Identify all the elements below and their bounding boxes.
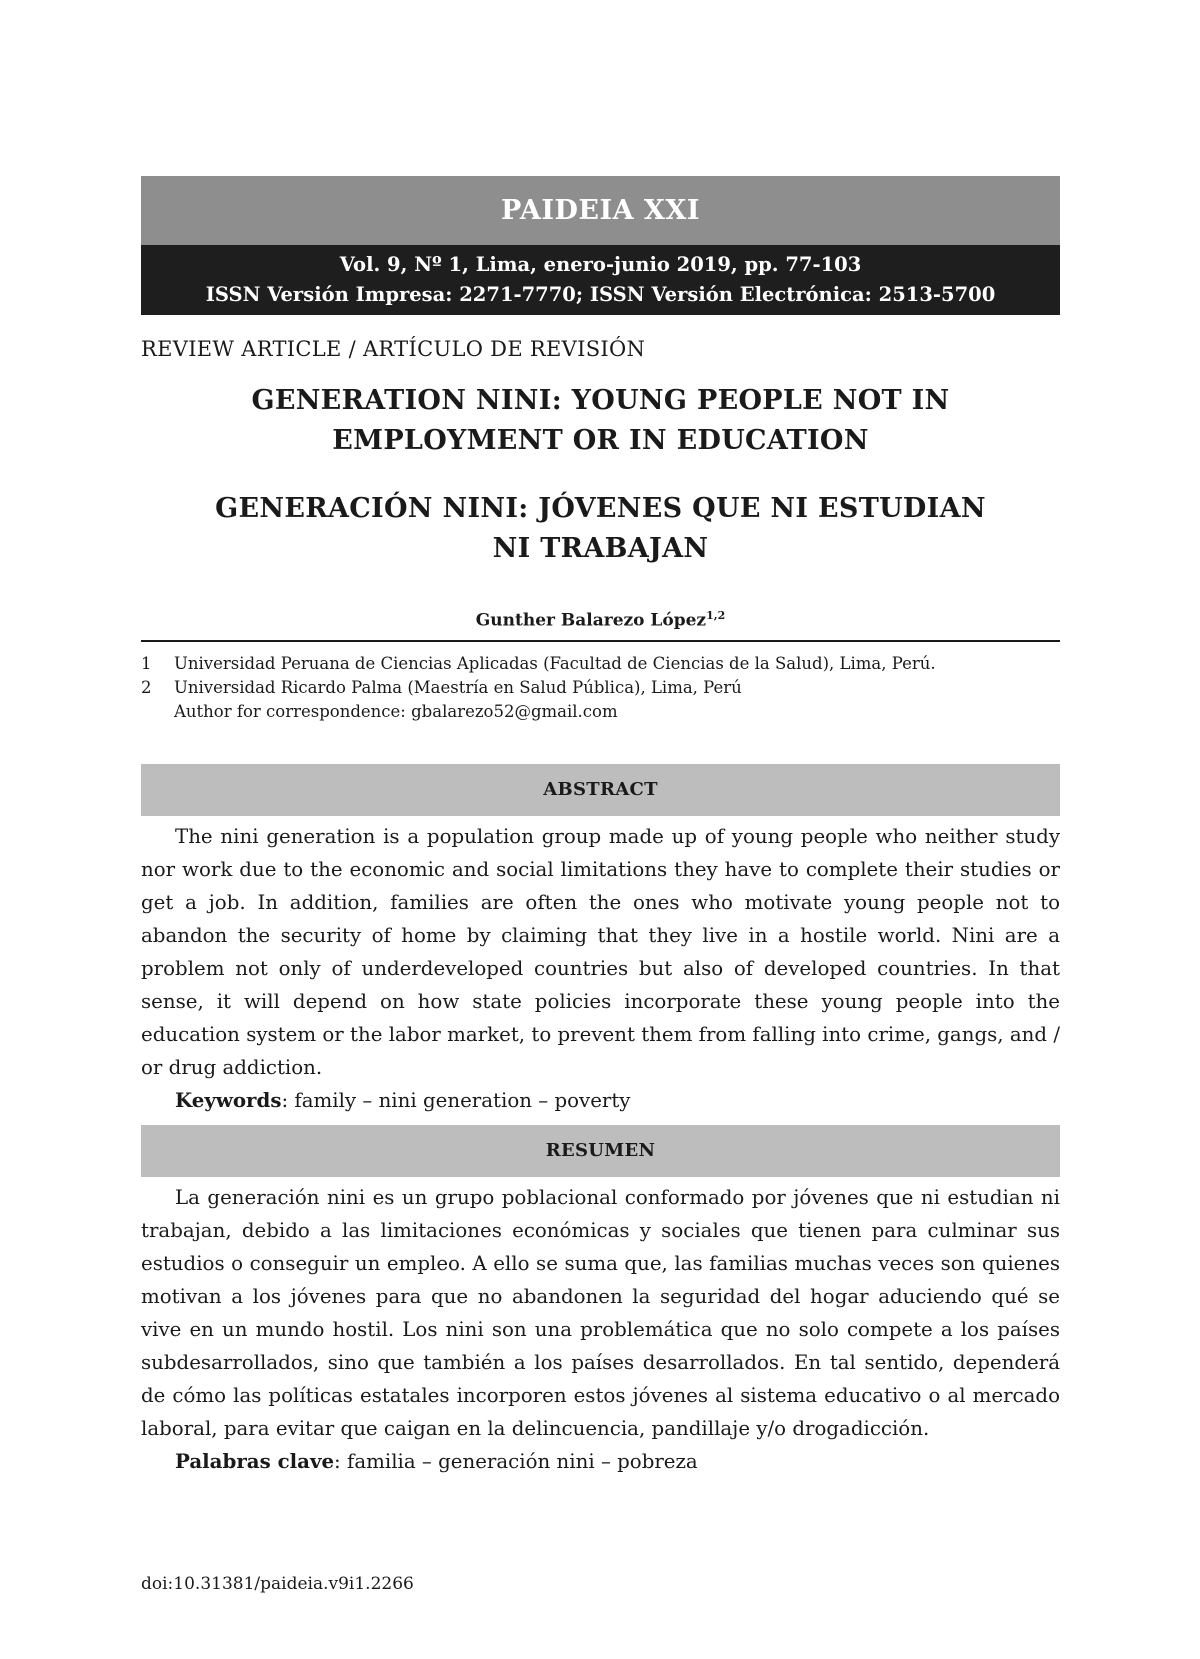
abstract-heading-label: ABSTRACT (543, 779, 658, 801)
issue-info: Vol. 9, Nº 1, Lima, enero-junio 2019, pp. 77-103 (339, 253, 862, 276)
resumen-heading (141, 1125, 1060, 1177)
author-divider (141, 640, 1060, 642)
resumen-keywords (141, 1445, 1060, 1478)
title-english-line-2: EMPLOYMENT OR IN EDUCATION (332, 425, 869, 456)
affiliation-text: Universidad Ricardo Palma (Maestría en Salud Pública), Lima, Perú (174, 677, 742, 697)
resumen-heading-label: RESUMEN (545, 1140, 656, 1162)
keywords-label: Keywords (175, 1087, 282, 1112)
resumen-text: La generación nini es un grupo poblacional conformado por jóvenes que ni estudian ni trabajan, debido a las limitaciones económicas y sociales que tienen para culminar sus estudios o conseguir un empleo. A ello se suma que, las familias muchas veces son quienes motivan a los jóvenes para que no abandonen la seguridad del hogar aduciendo qué se vive en un mundo hostil. Los nini son una problemática que no solo compete a los países subdesarrollados, sino que también a los países desarrollados. En tal sentido, dependerá de cómo las políticas estatales incorporen estos jóvenes al sistema educativo o al mercado laboral, para evitar que caigan en la delincuencia, pandillaje y/o drogadicción. (141, 1185, 1060, 1440)
title-spanish (141, 489, 1060, 569)
affiliations (141, 652, 1060, 724)
affiliation-text: Universidad Peruana de Ciencias Aplicadas (Facultad de Ciencias de la Salud), Lima, Perú. (174, 653, 936, 673)
article-page (141, 176, 1060, 1478)
title-english-line-1: GENERATION NINI: YOUNG PEOPLE NOT IN (251, 385, 950, 416)
palabras-clave-list: : familia – generación nini – pobreza (334, 1449, 698, 1473)
author-name: Gunther Balarezo López (475, 610, 707, 631)
affiliation-item (141, 676, 1060, 700)
article-type: REVIEW ARTICLE / ARTÍCULO DE REVISIÓN (141, 337, 646, 361)
abstract-heading (141, 764, 1060, 816)
doi[interactable]: doi:10.31381/paideia.v9i1.2266 (141, 1574, 414, 1594)
palabras-clave-label: Palabras clave (175, 1448, 335, 1473)
issue-banner (141, 245, 1060, 315)
author-affiliation-refs: 1,2 (706, 609, 726, 622)
journal-banner (141, 176, 1060, 245)
title-spanish-line-1: GENERACIÓN NINI: JÓVENES QUE NI ESTUDIAN (215, 493, 986, 524)
issn-info: ISSN Versión Impresa: 2271-7770; ISSN Versión Electrónica: 2513-5700 (205, 283, 996, 306)
abstract-text: The nini generation is a population group made up of young people who neither study nor work due to the economic and social limitations they have to complete their studies or get a job. In addition, families are often the ones who motivate young people not to abandon the security of home by claiming that they live in a hostile world. Nini are a problem not only of underdeveloped countries but also of developed countries. In that sense, it will depend on how state policies incorporate these young people into the education system or the labor market, to prevent them from falling into crime, gangs, and / or drug addiction. (141, 824, 1061, 1079)
affiliation-item (141, 652, 1060, 676)
abstract-keywords (141, 1084, 1060, 1117)
affiliation-number: 2 (141, 677, 152, 697)
title-spanish-line-2: NI TRABAJAN (492, 533, 709, 564)
journal-name: PAIDEIA XXI (501, 195, 700, 226)
keywords-list: : family – nini generation – poverty (281, 1088, 631, 1112)
affiliation-number: 1 (141, 653, 152, 673)
title-english (141, 381, 1060, 461)
correspondence-email: Author for correspondence: gbalarezo52@gmail.com (174, 701, 618, 721)
author-line (141, 609, 1060, 631)
